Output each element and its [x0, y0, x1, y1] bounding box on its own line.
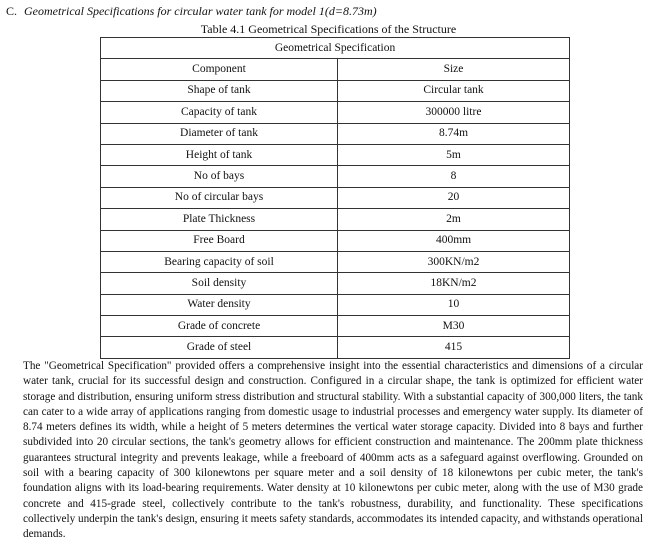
column-header-size: Size: [338, 59, 570, 80]
size-cell: 415: [338, 337, 570, 358]
table-row: [101, 294, 570, 315]
table-title-row: [101, 38, 570, 59]
size-cell: 400mm: [338, 230, 570, 251]
table-body: [101, 80, 570, 358]
size-cell: 300KN/m2: [338, 251, 570, 272]
component-cell: Plate Thickness: [101, 209, 338, 230]
component-cell: Height of tank: [101, 144, 338, 165]
size-cell: Circular tank: [338, 80, 570, 101]
table-header-row: [101, 59, 570, 80]
table-row: [101, 166, 570, 187]
component-cell: Free Board: [101, 230, 338, 251]
size-cell: 20: [338, 187, 570, 208]
size-cell: M30: [338, 316, 570, 337]
table-row: [101, 209, 570, 230]
table-row: [101, 144, 570, 165]
component-cell: Diameter of tank: [101, 123, 338, 144]
table-row: [101, 230, 570, 251]
table-row: [101, 316, 570, 337]
size-cell: 8: [338, 166, 570, 187]
component-cell: Grade of steel: [101, 337, 338, 358]
table-caption: Table 4.1 Geometrical Specifications of the Structure: [200, 22, 457, 36]
component-cell: Water density: [101, 294, 338, 315]
section-heading: [6, 4, 377, 19]
component-cell: Soil density: [101, 273, 338, 294]
table-row: [101, 337, 570, 358]
table-row: [101, 187, 570, 208]
column-header-component: Component: [101, 59, 338, 80]
size-cell: 10: [338, 294, 570, 315]
component-cell: Grade of concrete: [101, 316, 338, 337]
section-title: Geometrical Specifications for circular water tank for model 1(d=8.73m): [24, 4, 377, 18]
size-cell: 2m: [338, 209, 570, 230]
component-cell: Bearing capacity of soil: [101, 251, 338, 272]
component-cell: Shape of tank: [101, 80, 338, 101]
table-row: [101, 251, 570, 272]
size-cell: 18KN/m2: [338, 273, 570, 294]
size-cell: 300000 litre: [338, 102, 570, 123]
table-row: [101, 102, 570, 123]
size-cell: 8.74m: [338, 123, 570, 144]
specification-table: [100, 37, 570, 359]
table-row: [101, 80, 570, 101]
table-row: [101, 123, 570, 144]
table-row: [101, 273, 570, 294]
component-cell: Capacity of tank: [101, 102, 338, 123]
size-cell: 5m: [338, 144, 570, 165]
table-title: Geometrical Specification: [101, 38, 570, 59]
description-paragraph: The "Geometrical Specification" provided offers a comprehensive insight into the essential characteristics and dimensions of a circular water tank, crucial for its successful design and construction. Configured in a circular shape, the tank is optimized for efficient water storage and distribution, ensuring uniform stress distribution and structural stability. With a substantial capacity of 300,000 liters, the tank can cater to a wide array of applications ranging from domestic usage to industrial processes and emergency water supply. Its diameter of 8.74 meters defines its width, while a height of 5 meters determines the vertical water storage capacity. Divided into 8 bays and further subdivided into 20 circular sections, the tank's geometry allows for efficient construction and maintenance. The 200mm plate thickness guarantees structural integrity and prevents leakage, while a freeboard of 400mm acts as a safeguard against overflowing. Grounded on soil with a bearing capacity of 300 kilonewtons per square meter and a soil density of 18 kilonewtons per cubic meter, the tank's foundation aligns with its load-bearing requirements. Water density at 10 kilonewtons per cubic meter, along with the use of M30 grade concrete and 415-grade steel, collectively contribute to the tank's robustness, durability, and functionality. These specifications collectively underpin the tank's design, ensuring it meets safety standards, accommodates its intended capacity, and withstands operational demands.: [23, 360, 643, 541]
component-cell: No of circular bays: [101, 187, 338, 208]
section-number: C.: [6, 4, 18, 18]
component-cell: No of bays: [101, 166, 338, 187]
